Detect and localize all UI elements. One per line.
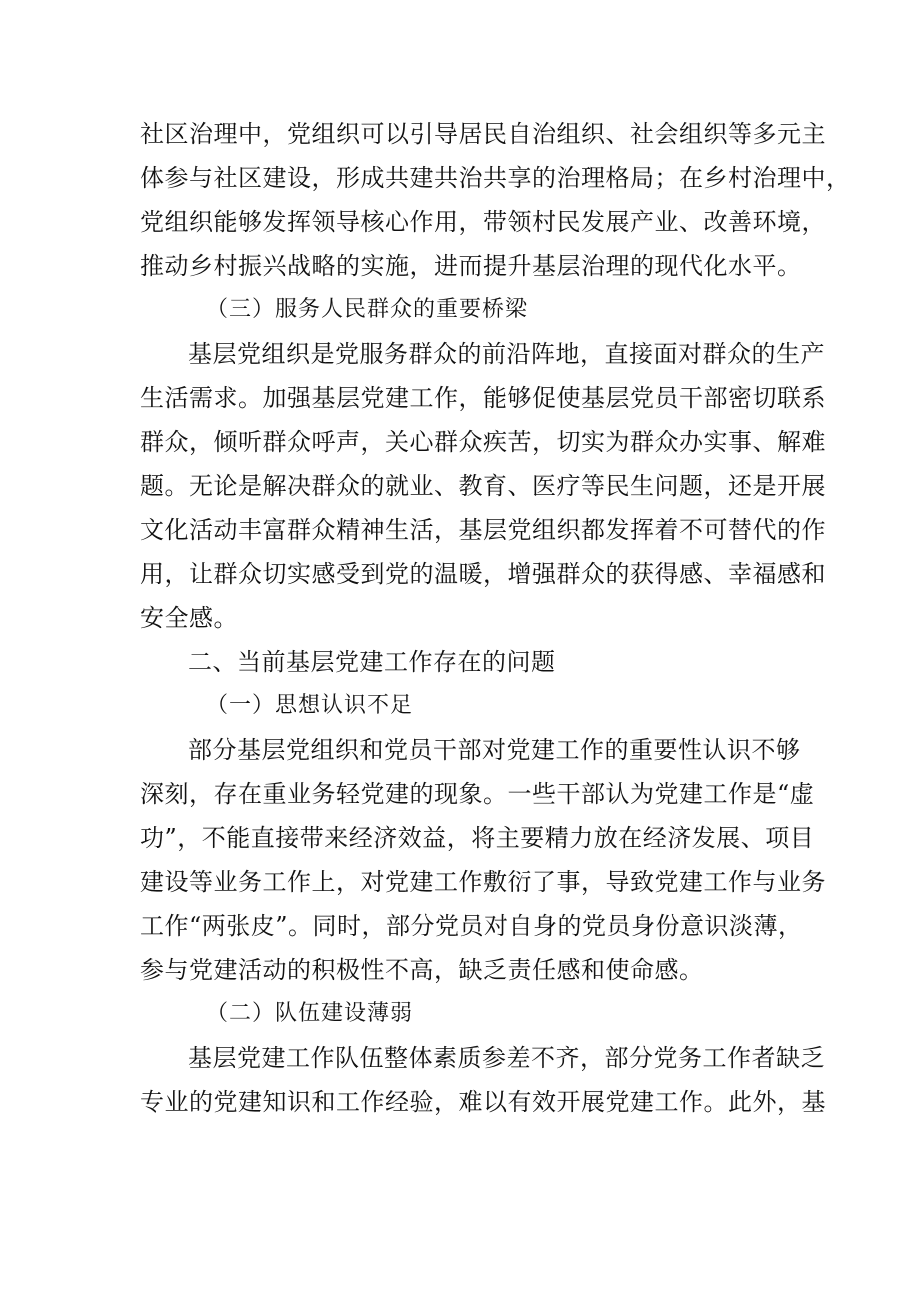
paragraph-line: 参与党建活动的积极性不高，缺乏责任感和使命感。 (140, 956, 704, 984)
paragraph-line: 体参与社区建设，形成共建共治共享的治理格局；在乡村治理中， (140, 164, 851, 192)
paragraph-line: 生活需求。加强基层党建工作，能够促使基层党员干部密切联系 (140, 384, 826, 412)
subsection-title: （二）队伍建设薄弱 (206, 1001, 414, 1026)
paragraph-line: 工作“两张皮”。同时，部分党员对自身的党员身份意识淡薄， (140, 912, 803, 940)
subsection-title: （一）思想认识不足 (206, 693, 414, 718)
paragraph-line: 用，让群众切实感受到党的温暖，增强群众的获得感、幸福感和 (140, 560, 826, 588)
paragraph-line: 党组织能够发挥领导核心作用，带领村民发展产业、改善环境， (140, 208, 826, 236)
paragraph-line: 功”，不能直接带来经济效益，将主要精力放在经济发展、项目 (140, 824, 815, 852)
paragraph-line: 专业的党建知识和工作经验，难以有效开展党建工作。此外，基 (140, 1088, 826, 1116)
paragraph-line: 基层党建工作队伍整体素质参差不齐，部分党务工作者缺乏 (188, 1044, 825, 1072)
paragraph-line: 推动乡村振兴战略的实施，进而提升基层治理的现代化水平。 (140, 252, 802, 280)
paragraph-line: 深刻，存在重业务轻党建的现象。一些干部认为党建工作是“虚 (140, 780, 815, 808)
paragraph-line: 部分基层党组织和党员干部对党建工作的重要性认识不够 (188, 736, 801, 764)
paragraph-line: 安全感。 (140, 604, 238, 632)
paragraph-line: 社区治理中，党组织可以引导居民自治组织、社会组织等多元主 (140, 120, 826, 148)
paragraph-line: 文化活动丰富群众精神生活，基层党组织都发挥着不可替代的作 (140, 516, 826, 544)
paragraph-line: 建设等业务工作上，对党建工作敷衍了事，导致党建工作与业务 (140, 868, 826, 896)
paragraph-line: 基层党组织是党服务群众的前沿阵地，直接面对群众的生产 (188, 340, 825, 368)
paragraph-line: 题。无论是解决群众的就业、教育、医疗等民生问题，还是开展 (140, 472, 826, 500)
subsection-title: （三）服务人民群众的重要桥梁 (206, 297, 529, 322)
paragraph-line: 群众，倾听群众呼声，关心群众疾苦，切实为群众办实事、解难 (140, 428, 826, 456)
section-heading: 二、当前基层党建工作存在的问题 (188, 648, 556, 676)
